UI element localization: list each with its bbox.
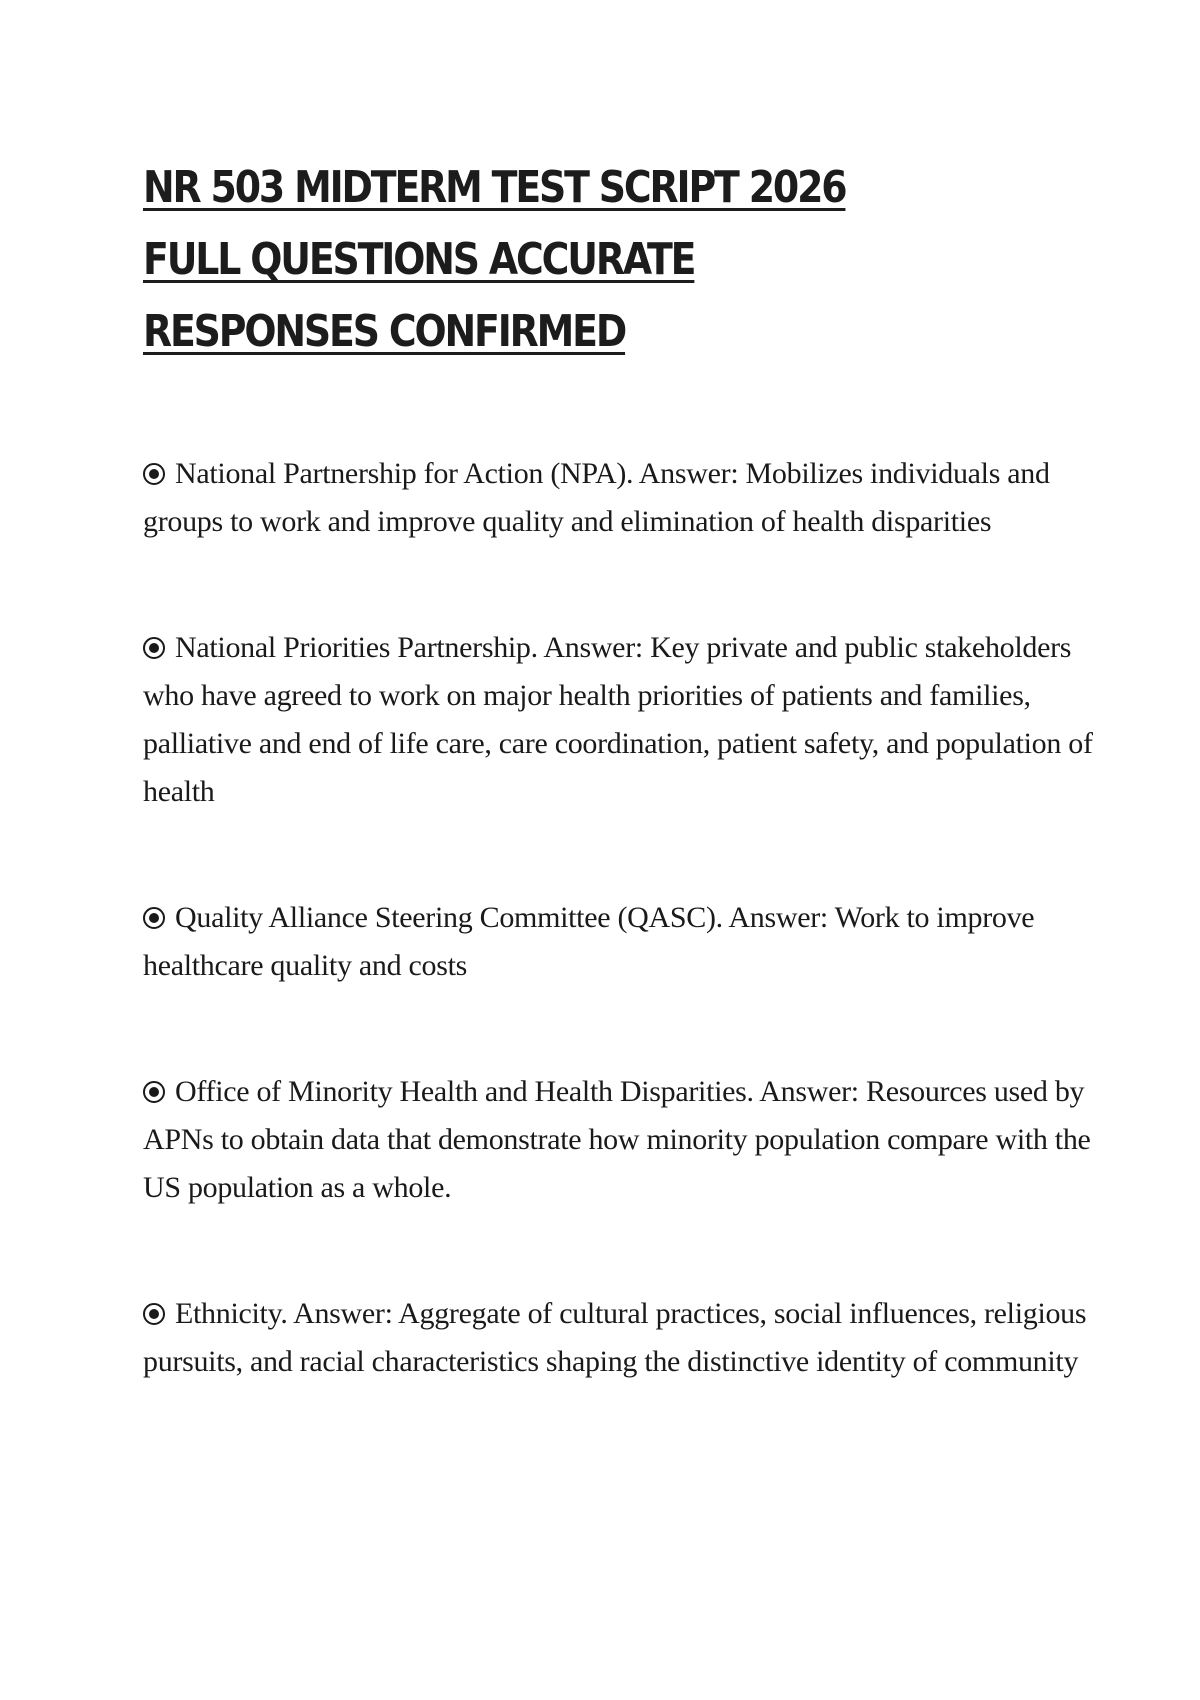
qa-item-text: Ethnicity. Answer: Aggregate of cultural practices, social influences, religious pursuits, and racial characteristics shaping the distinctive identity of community xyxy=(143,1297,1087,1378)
qa-item xyxy=(143,1290,1103,1386)
qa-item-text: Quality Alliance Steering Committee (QASC). Answer: Work to improve healthcare quality and costs xyxy=(143,901,1035,982)
fisheye-bullet-icon xyxy=(143,463,165,485)
fisheye-bullet-icon xyxy=(143,1081,165,1103)
qa-item xyxy=(143,624,1103,816)
qa-item-text: National Partnership for Action (NPA). Answer: Mobilizes individuals and groups to work and improve quality and elimination of health disparities xyxy=(143,457,1050,538)
fisheye-bullet-icon xyxy=(143,1303,165,1325)
fisheye-bullet-icon xyxy=(143,637,165,659)
qa-item xyxy=(143,1068,1103,1212)
document-title xyxy=(143,152,917,368)
qa-list xyxy=(143,450,1103,1386)
document-title-text: NR 503 MIDTERM TEST SCRIPT 2026 FULL QUESTIONS ACCURATE RESPONSES CONFIRMED xyxy=(143,162,846,357)
qa-item xyxy=(143,450,1103,546)
qa-item xyxy=(143,894,1103,990)
fisheye-bullet-icon xyxy=(143,907,165,929)
qa-item-text: Office of Minority Health and Health Disparities. Answer: Resources used by APNs to obtain data that demonstrate how minority population compare with the US population as a whole. xyxy=(143,1075,1091,1204)
qa-item-text: National Priorities Partnership. Answer: Key private and public stakeholders who have agreed to work on major health priorities of patients and families, palliative and end of life care, care coordination, patient safety, and population of health xyxy=(143,631,1093,808)
